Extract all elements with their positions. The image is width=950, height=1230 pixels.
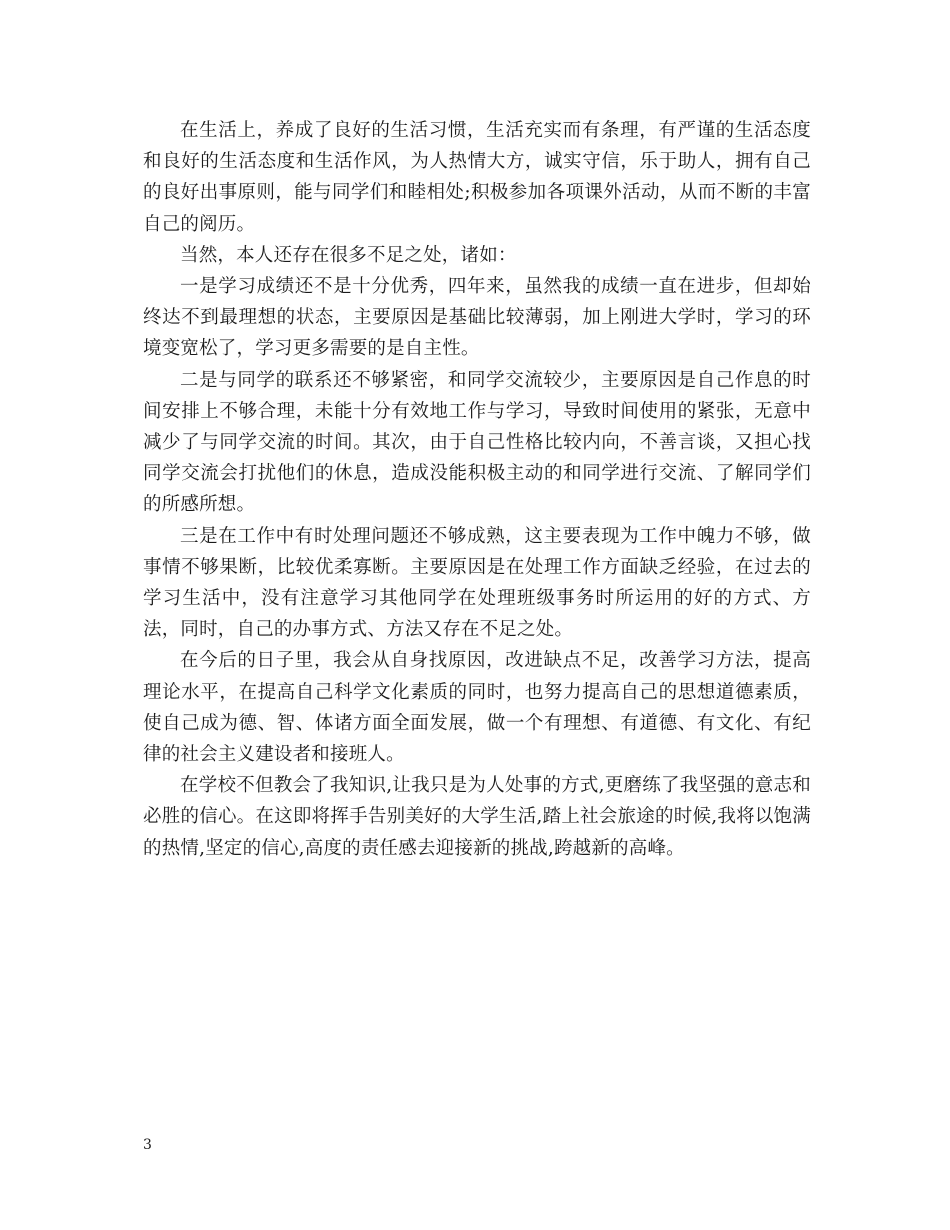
paragraph-shortcomings-intro: 当然，本人还存在很多不足之处，诸如： bbox=[180, 244, 517, 266]
paragraph-shortcoming-work: 三是在工作中有时处理问题还不够成熟，这主要表现为工作中魄力不够，做事情不够果断，比较优柔寡断。主要原因是在处理工作方面缺乏经验，在过去的学习生活中，没有注意学习其他同学在处理班级事务时所运用的好的方式、方法，同时，自己的办事方式、方法又存在不足之处。 bbox=[143, 525, 811, 641]
paragraph-shortcoming-communication: 二是与同学的联系还不够紧密，和同学交流较少，主要原因是自己作息的时间安排上不够合理，未能十分有效地工作与学习，导致时间使用的紧张，无意中减少了与同学交流的时间。其次，由于自己性格比较内向，不善言谈，又担心找同学交流会打扰他们的休息，造成没能积极主动的和同学进行交流、了解同学们的所感所想。 bbox=[143, 369, 811, 516]
paragraph-shortcoming-study: 一是学习成绩还不是十分优秀，四年来，虽然我的成绩一直在进步，但却始终达不到最理想的状态，主要原因是基础比较薄弱，加上刚进大学时，学习的环境变宽松了，学习更多需要的是自主性。 bbox=[143, 276, 811, 360]
document-body bbox=[143, 115, 811, 864]
paragraph-future-plans: 在今后的日子里，我会从自身找原因，改进缺点不足，改善学习方法，提高理论水平，在提高自己科学文化素质的同时，也努力提高自己的思想道德素质，使自己成为德、智、体诸方面全面发展，做一个有理想、有道德、有文化、有纪律的社会主义建设者和接班人。 bbox=[143, 650, 811, 766]
paragraph-daily-life: 在生活上，养成了良好的生活习惯，生活充实而有条理，有严谨的生活态度和良好的生活态度和生活作风，为人热情大方，诚实守信，乐于助人，拥有自己的良好出事原则，能与同学们和睦相处;积极参加各项课外活动，从而不断的丰富自己的阅历。 bbox=[143, 120, 811, 235]
page-number: 3 bbox=[143, 1137, 152, 1153]
paragraph-conclusion: 在学校不但教会了我知识,让我只是为人处事的方式,更磨练了我坚强的意志和必胜的信心。在这即将挥手告别美好的大学生活,踏上社会旅途的时候,我将以饱满的热情,坚定的信心,高度的责任感去迎接新的挑战,跨越新的高峰。 bbox=[143, 775, 811, 859]
